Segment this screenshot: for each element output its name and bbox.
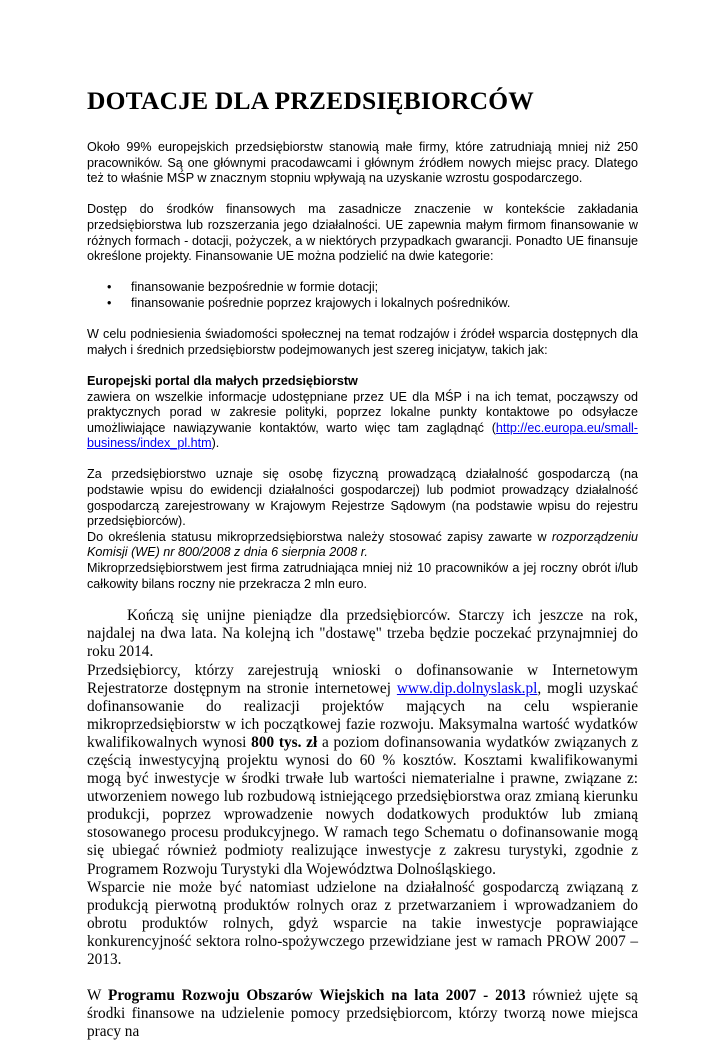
portal-paragraph: zawiera on wszelkie informacje udostępniane przez UE dla MŚP i na ich temat, począwszy od praktycznych porad w zakresie polityki, poprzez lokalne punkty kontaktowe po odsyłacze umożliwiające nawiązywanie kontaktów, warto więc tam zaglądnąć (http://ec.europa.eu/small-business/index_pl.htm).: [87, 389, 638, 451]
max-amount: 800 tys. zł: [251, 733, 318, 751]
intro-paragraph-3: W celu podniesienia świadomości społecznej na temat rodzajów i źródeł wsparcia dostępnych dla małych i średnich przedsiębiorstw podejmowanych jest szereg inicjatyw, takich jak:: [87, 327, 638, 357]
main-section: [87, 607, 638, 1041]
list-item: • finansowanie bezpośrednie w formie dotacji;: [107, 280, 379, 295]
bullet-icon: •: [107, 280, 112, 295]
main-paragraph-4: W Programu Rozwoju Obszarów Wiejskich na lata 2007 - 2013 również ujęte są środki finansowe na udzielenie pomocy przedsiębiorcom, którzy tworzą nowe miejsca pracy na: [87, 987, 638, 1041]
list-item: • finansowanie pośrednie poprzez krajowych i lokalnych pośredników.: [107, 295, 511, 310]
page-title: DOTACJE DLA PRZEDSIĘBIORCÓW: [87, 86, 535, 115]
definition-paragraph-1: Za przedsiębiorstwo uznaje się osobę fizyczną prowadzącą działalność gospodarczą (na podstawie wpisu do ewidencji działalności gospodarczej) lub podmiot prowadzący działalność gospodarczą zarejestrowany w Krajowym Rejestrze Sądowym (na podstawie wpisu do rejestru przedsiębiorców).: [87, 467, 638, 529]
document-page: [87, 86, 638, 1041]
intro-paragraph-2: Dostęp do środków finansowych ma zasadnicze znaczenie w kontekście zakładania przedsiębiorstwa lub rozszerzania jego działalności. UE zapewnia małym firmom finansowanie w różnych formach - dotacji, pożyczek, a w niektórych przypadkach gwarancji. Ponadto UE finansuje określone projekty. Finansowanie UE można podzielić na dwie kategorie:: [87, 202, 638, 264]
intro-section: [87, 140, 638, 592]
funding-categories-list: [87, 280, 638, 311]
main-paragraph-3: Wsparcie nie może być natomiast udzielone na działalność gospodarczą związaną z produkcją pierwotną produktów rolnych oraz z przetwarzaniem i wprowadzaniem do obrotu produktów rolnych, gdyż wsparcie na takie inwestycje poprawiające konkurencyjność sektora rolno-spożywczego przewidziane jest w ramach PROW 2007 – 2013.: [87, 878, 638, 968]
definition-paragraph-3: Mikroprzedsiębiorstwem jest firma zatrudniająca mniej niż 10 pracowników a jej roczny obrót i/lub całkowity bilans roczny nie przekracza 2 mln euro.: [87, 561, 638, 591]
main-paragraph-2: Przedsiębiorcy, którzy zarejestrują wnioski o dofinansowanie w Internetowym Rejestratorze dostępnym na stronie internetowej www.dip.dolnyslask.pl, mogli uzyskać dofinansowanie do realizacji projektów mających na celu wspieranie mikroprzedsiębiorstw w ich początkowej fazie rozwoju. Maksymalna wartość wydatków kwalifikowalnych wynosi 800 tys. zł a poziom dofinansowania wydatków związanych z częścią inwestycyjną projektu wynosi do 60 % kosztów. Kosztami kwalifikowanymi mogą być inwestycje w środki trwałe lub wartości niematerialne i prawne, związane z: utworzeniem nowego lub rozbudową istniejącego przedsiębiorstwa oraz zmianą kierunku produkcji, poprzez wprowadzenie nowych dodatkowych produktów lub zmianą stosowanego procesu produkcyjnego. W ramach tego Schematu o dofinansowanie mogą się ubiegać również podmioty realizujące inwestycje z zakresu turystyki, zgodnie z Programem Rozwoju Turystyki dla Województwa Dolnośląskiego.: [87, 661, 638, 878]
prow-program-name: Programu Rozwoju Obszarów Wiejskich na lata 2007 - 2013: [108, 987, 526, 1005]
bullet-icon: •: [107, 295, 112, 310]
regulation-reference: rozporządzeniu Komisji (WE) nr 800/2008 z dnia 6 sierpnia 2008 r.: [87, 529, 638, 560]
intro-paragraph-1: Około 99% europejskich przedsiębiorstw stanowią małe firmy, które zatrudniają mniej niż 250 pracowników. Są one głównymi pracodawcami i głównym źródłem nowych miejsc pracy. Dlatego też to właśnie MŚP w znacznym stopniu wpływają na uzyskanie wzrostu gospodarczego.: [87, 140, 638, 186]
dip-link[interactable]: www.dip.dolnyslask.pl: [396, 679, 538, 697]
portal-link[interactable]: http://ec.europa.eu/small-business/index_pl.htm: [87, 420, 638, 451]
definition-paragraph-2: Do określenia statusu mikroprzedsiębiorstwa należy stosować zapisy zawarte w rozporządzeniu Komisji (WE) nr 800/2008 z dnia 6 sierpnia 2008 r.: [87, 529, 638, 560]
main-paragraph-1: Kończą się unijne pieniądze dla przedsiębiorców. Starczy ich jeszcze na rok, najdalej na dwa lata. Na kolejną ich "dostawę" trzeba będzie poczekać przynajmniej do roku 2014.: [87, 607, 638, 661]
portal-heading: Europejski portal dla małych przedsiębiorstw: [87, 373, 358, 388]
